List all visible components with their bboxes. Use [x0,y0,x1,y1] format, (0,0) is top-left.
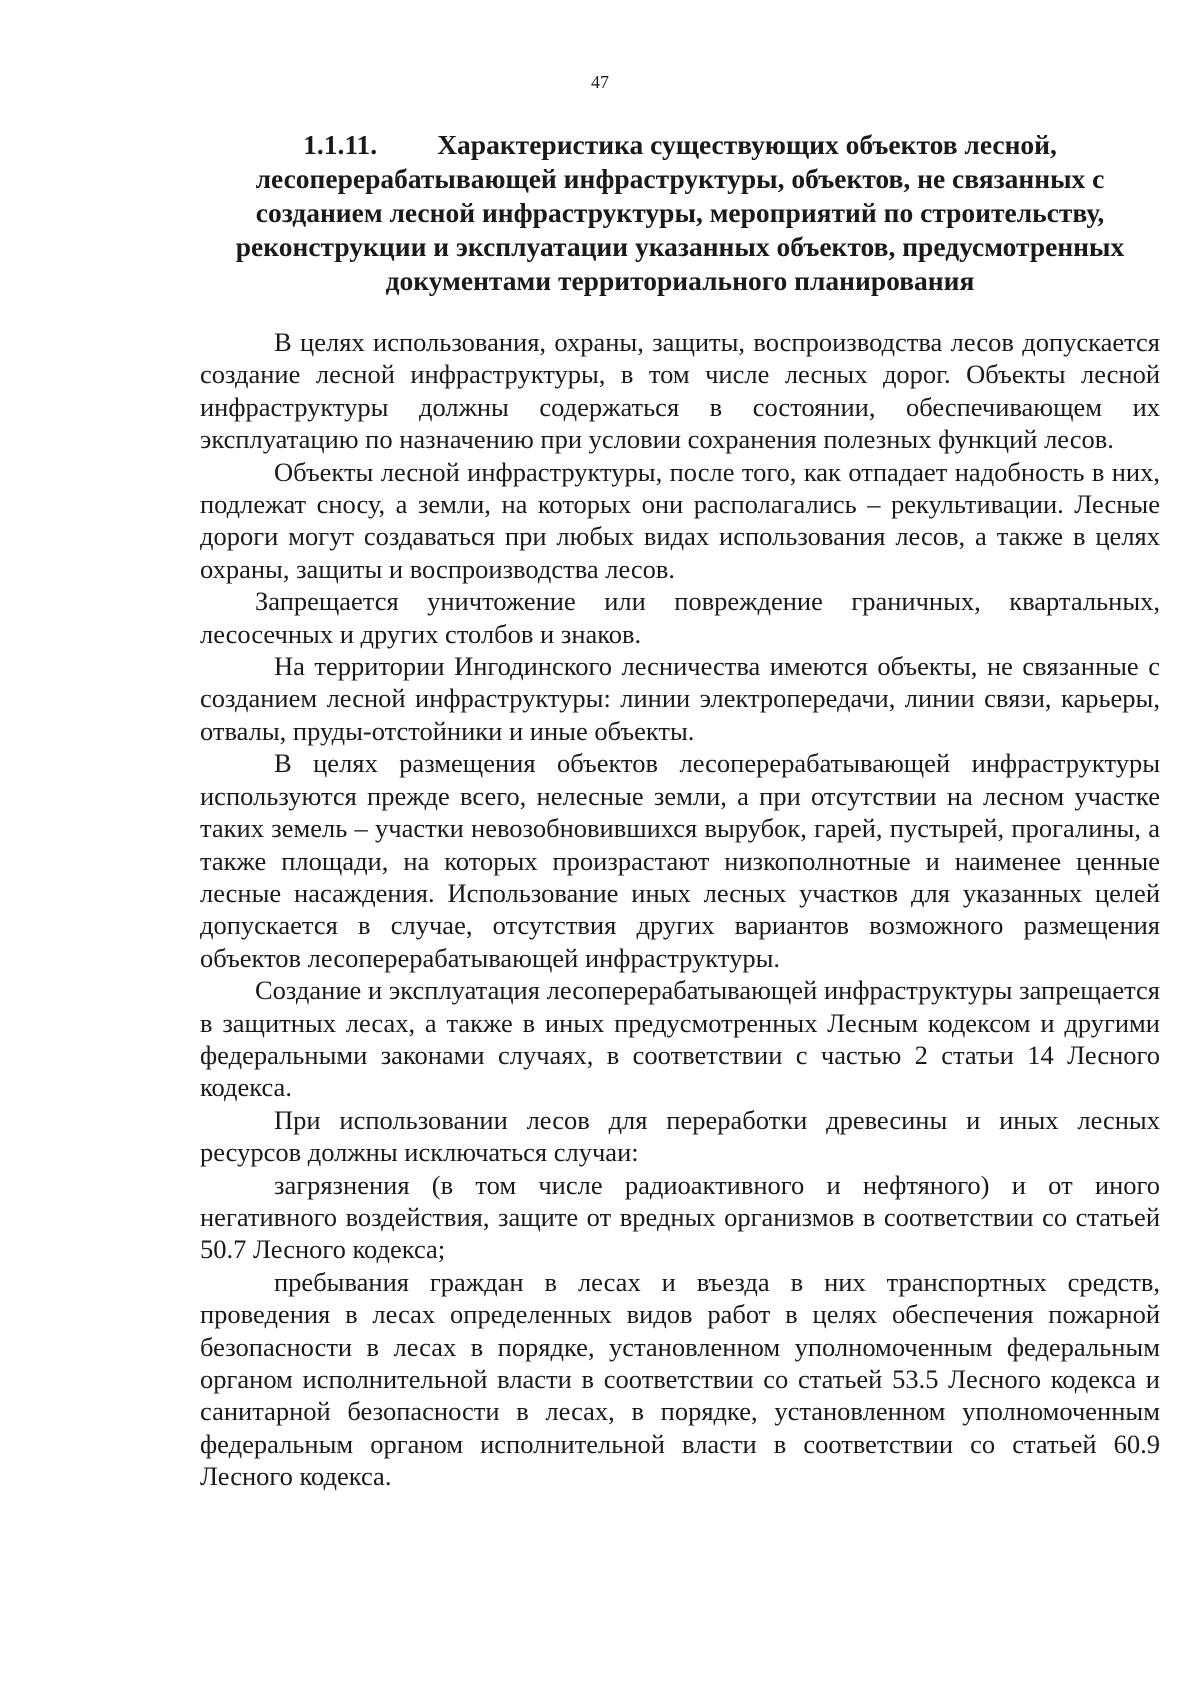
paragraph-5: В целях размещения объектов лесоперерабатывающей инфраструктуры используются прежде всего, нелесные земли, а при отсутствии на лесном участке таких земель – участки невозобновившихся вырубок, гарей, пустырей, прогалины, а также площади, на которых произрастают низкополнотные и наименее ценные лесные насаждения. Использование иных лесных участков для указанных целей допускается в случае, отсутствия других вариантов возможного размещения объектов лесоперерабатывающей инфраструктуры. [200,748,1160,973]
body-text [200,326,1160,1493]
paragraph-1: В целях использования, охраны, защиты, воспроизводства лесов допускается создание лесной инфраструктуры, в том числе лесных дорог. Объекты лесной инфраструктуры должны содержаться в состоянии, обеспечивающем их эксплуатацию по назначению при условии сохранения полезных функций лесов. [200,327,1160,455]
paragraph-2: Объекты лесной инфраструктуры, после того, как отпадает надобность в них, подлежат сносу, а земли, на которых они располагались – рекультивации. Лесные дороги могут создаваться при любых видах использования лесов, а также в целях охраны, защиты и воспроизводства лесов. [200,456,1160,584]
paragraph-3: Запрещается уничтожение или повреждение граничных, квартальных, лесосечных и других столбов и знаков. [200,586,1160,649]
paragraph-8: загрязнения (в том числе радиоактивного и нефтяного) и от иного негативного воздействия, защите от вредных организмов в соответствии со статьей 50.7 Лесного кодекса; [200,1169,1160,1265]
section-title: Характеристика существующих объектов лесной, лесоперерабатывающей инфраструктуры, объектов, не связанных с созданием лесной инфраструктуры, мероприятий по строительству, реконструкции и эксплуатации указанных объектов, предусмотренных документами территориального планирования [235,129,1125,296]
section-number: 1.1.11. [303,129,378,160]
section-heading [200,128,1160,298]
paragraph-9: пребывания граждан в лесах и въезда в них транспортных средств, проведения в лесах определенных видов работ в целях обеспечения пожарной безопасности в лесах в порядке, установленном уполномоченным федеральным органом исполнительной власти в соответствии со статьей 53.5 Лесного кодекса и санитарной безопасности в лесах, в порядке, установленном уполномоченным федеральным органом исполнительной власти в соответствии со статьей 60.9 Лесного кодекса. [200,1266,1160,1492]
paragraph-4: На территории Ингодинского лесничества имеются объекты, не связанные с созданием лесной инфраструктуры: линии электропередачи, линии связи, карьеры, отвалы, пруды-отстойники и иные объекты. [200,651,1160,746]
paragraph-6: Создание и эксплуатация лесоперерабатывающей инфраструктуры запрещается в защитных лесах, а также в иных предусмотренных Лесным кодексом и другими федеральными законами случаях, в соответствии с частью 2 статьи 14 Лесного кодекса. [200,975,1160,1103]
page-number: 47 [591,72,609,92]
paragraph-7: При использовании лесов для переработки древесины и иных лесных ресурсов должны исключаться случаи: [200,1104,1160,1168]
